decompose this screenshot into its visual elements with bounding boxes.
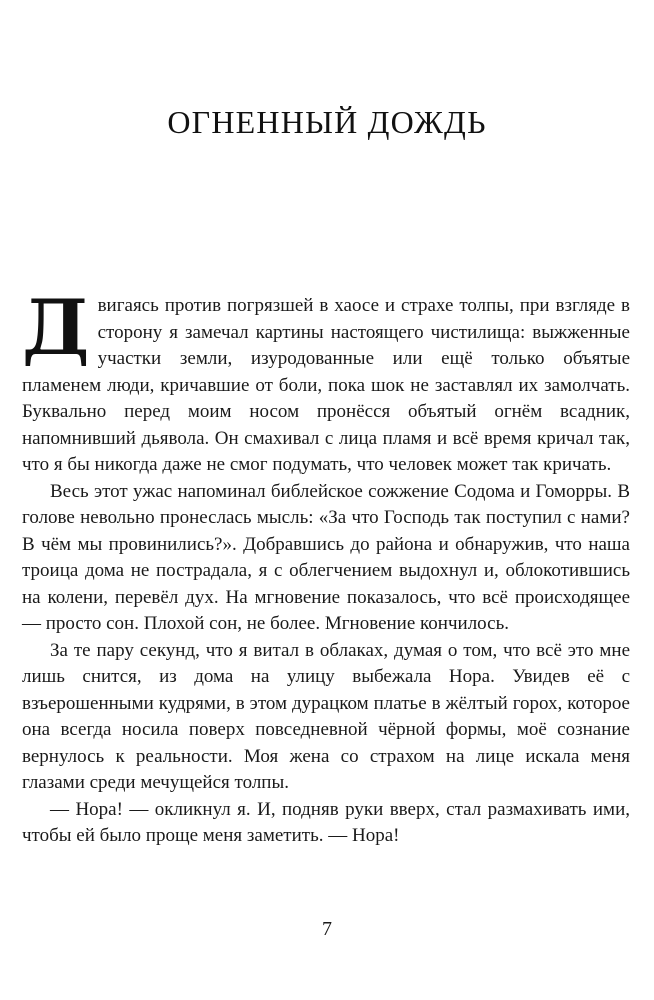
drop-cap: Д	[22, 283, 90, 372]
paragraph-1-text: вигаясь против погрязшей в хаосе и страхе толпы, при взгляде в сторону я замечал картины настоящего чистилища: выжженные участки земли, изуродованные или ещё только объятые пламенем люди, кричавшие от боли, пока шок не заставлял их замолчать. Буквально перед моим носом пронёсся объятый огнём всадник, напомнивший дьявола. Он смахивал с лица пламя и всё время кричал так, что я бы никогда даже не смог подумать, что человек может так кричать.	[22, 295, 630, 475]
chapter-title: ОГНЕННЫЙ ДОЖДЬ	[167, 104, 487, 140]
paragraph-4: — Нора! — окликнул я. И, подняв руки вверх, стал размахивать ими, чтобы ей было проще меня заметить. — Нора!	[22, 798, 630, 846]
paragraph-3: За те пару секунд, что я витал в облаках, думая о том, что всё это мне лишь снится, из дома на улицу выбежала Нора. Увидев её с взъерошенными кудрями, в этом дурацком платье в жёлтый горох, которое она всегда носила поверх повседневной чёрной формы, моё сознание вернулось к реальности. Моя жена со страхом на лице искала меня глазами среди мечущейся толпы.	[22, 639, 630, 793]
paragraph-2: Весь этот ужас напоминал библейское сожжение Содома и Гоморры. В голове невольно пронеслась мысль: «За что Господь так поступил с нами? В чём мы провинились?». Добравшись до района и обнаружив, что наша троица дома не пострадала, я с облегчением выдохнул и, облокотившись на колени, перевёл дух. На мгновение показалось, что всё происходящее — просто сон. Плохой сон, не более. Мгновение кончилось.	[22, 480, 630, 634]
text-body	[22, 283, 630, 850]
paragraph-1	[22, 283, 630, 479]
page-number: 7	[322, 918, 332, 940]
